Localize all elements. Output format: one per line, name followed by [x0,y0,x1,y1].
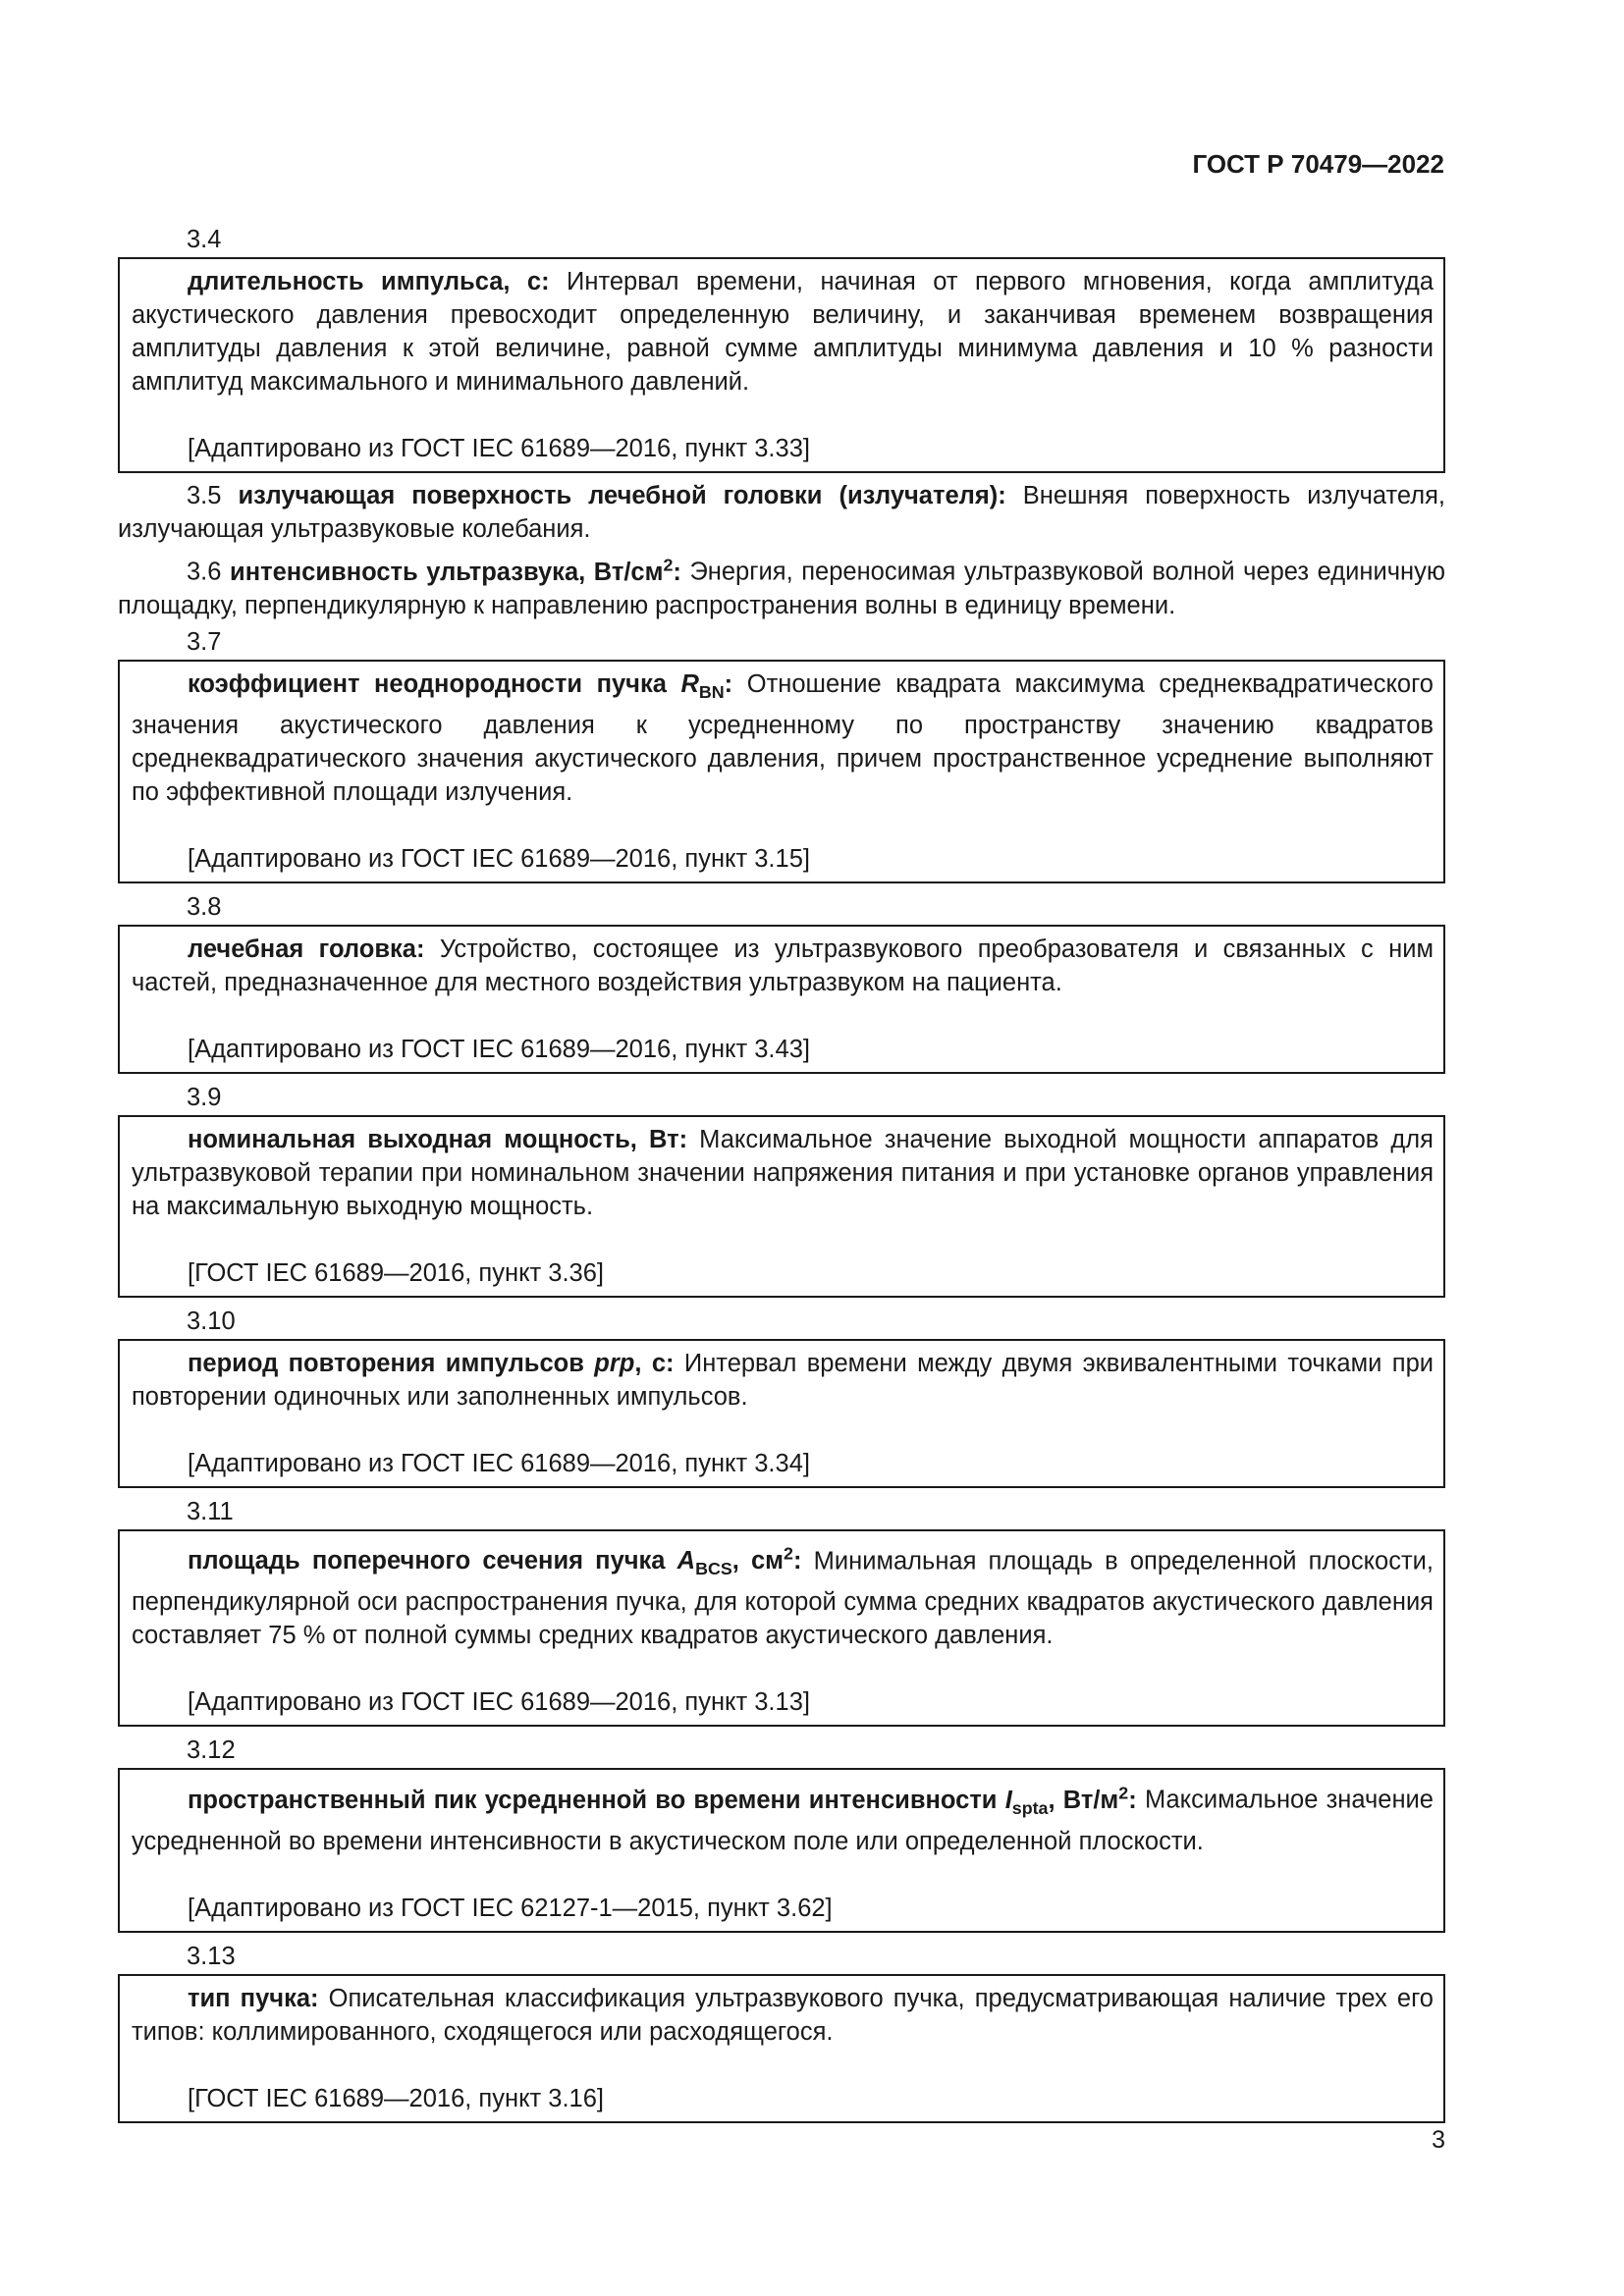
term-definition: Минимальная площадь в определенной плоскости, перпендикулярной оси распространения пучка, для которой сумма средних квадратов акустического давления составляет 75 % от полной суммы средних квадратов акустического давления. [132,1547,1434,1650]
term-source: [Адаптировано из ГОСТ IEC 61689—2016, пункт 3.43] [188,1035,810,1063]
term-box [118,1339,1445,1488]
term-definition: Максимальное значение выходной мощности аппаратов для ультразвуковой терапии при номинальном значении напряжения питания и при установке органов управления на максимальную выходную мощность. [132,1125,1434,1220]
term-source: [Адаптировано из ГОСТ IEC 62127-1—2015, пункт 3.62] [188,1894,833,1922]
term-box [118,660,1445,883]
term-definition: Устройство, состоящее из ультразвукового преобразователя и связанных с ним частей, предназначенное для местного воздействия ультразвуком на пациента. [132,934,1434,996]
entry-number: 3.4 [187,226,222,253]
entry-number: 3.6 [187,558,222,586]
term-name: номинальная выходная мощность, Вт: [188,1125,688,1153]
term-box [118,925,1445,1074]
term-name: лечебная головка: [188,934,425,963]
entry-number: 3.8 [187,892,222,921]
term-source: [ГОСТ IEC 61689—2016, пункт 3.16] [188,2084,604,2112]
term-definition: Интервал времени между двумя эквивалентными точками при повторении одиночных или заполненных импульсов. [132,1349,1435,1411]
entry-number: 3.10 [187,1307,236,1335]
term-source: [Адаптировано из ГОСТ IEC 61689—2016, пункт 3.13] [188,1688,810,1717]
term-name: тип пучка: [188,1984,319,2012]
term-box [118,1115,1445,1298]
term-name: интенсивность ультразвука, $Вт/см^2$: [230,555,681,586]
term-source: [Адаптировано из ГОСТ IEC 61689—2016, пункт 3.15] [188,844,810,873]
term-definition: Энергия, переносимая ультразвуковой волной через единичную площадку, перпендикулярную к направлению распространения волны в единицу времени. [118,558,1445,619]
term-source: [ГОСТ IEC 61689—2016, пункт 3.36] [188,1258,604,1287]
term-box [118,1529,1445,1728]
entry-number: 3.9 [187,1083,222,1111]
term-definition: Описательная классификация ультразвукового пучка, предусматривающая наличие трех его типов: коллимированного, сходящегося или расходящегося. [132,1984,1434,2046]
page-number: 3 [1432,2126,1445,2154]
term-definition: Максимальное значение усредненной во времени интенсивности в акустическом поле или определенной плоскости. [132,1786,1434,1855]
term-box [118,1768,1445,1933]
entry-number: 3.7 [187,627,222,656]
term-definition: Интервал времени, начиная от первого мгновения, когда амплитуда акустического давления превосходит определенную величину, и заканчивая временем возвращения амплитуды давления к этой величине, равной сумме амплитуды минимума давления и 10 % разности амплитуд максимального и минимального давлений. [132,268,1434,396]
document-id: ГОСТ Р 70479—2022 [1192,149,1444,179]
term-entry [118,548,1445,622]
term-name: площадь поперечного сечения пучка $A_{BCS}$, $см^2$: [188,1543,802,1579]
entry-number: 3.11 [187,1497,234,1525]
entry-number: 3.5 [187,482,222,509]
entry-number: 3.12 [187,1736,236,1765]
term-box [118,257,1445,473]
term-source: [Адаптировано из ГОСТ IEC 61689—2016, пункт 3.33] [188,435,810,462]
term-source: [Адаптировано из ГОСТ IEC 61689—2016, пункт 3.34] [188,1449,810,1477]
entry-number: 3.13 [187,1942,236,1970]
terms-list [118,222,1445,2129]
term-definition: Внешняя поверхность излучателя, излучающая ультразвуковые колебания. [118,482,1445,543]
term-name: излучающая поверхность лечебной головки (излучателя): [238,482,1006,509]
term-box [118,1974,1445,2123]
term-name: длительность импульса, с: [188,268,550,295]
term-name: пространственный пик усредненной во времени интенсивности $I_{spta}$, $Вт/м^2$: [188,1783,1137,1818]
term-entry [118,479,1445,546]
term-name: период повторения импульсов prp, с: [188,1349,675,1377]
term-name: коэффициент неоднородности пучка $R_{BN}$: [188,669,733,702]
term-definition: Отношение квадрата максимума среднеквадратического значения акустического давления к усредненному по пространству значению квадратов среднеквадратического значения акустического давления, причем пространственное усреднение выполняют по эффективной площади излучения. [132,669,1434,806]
